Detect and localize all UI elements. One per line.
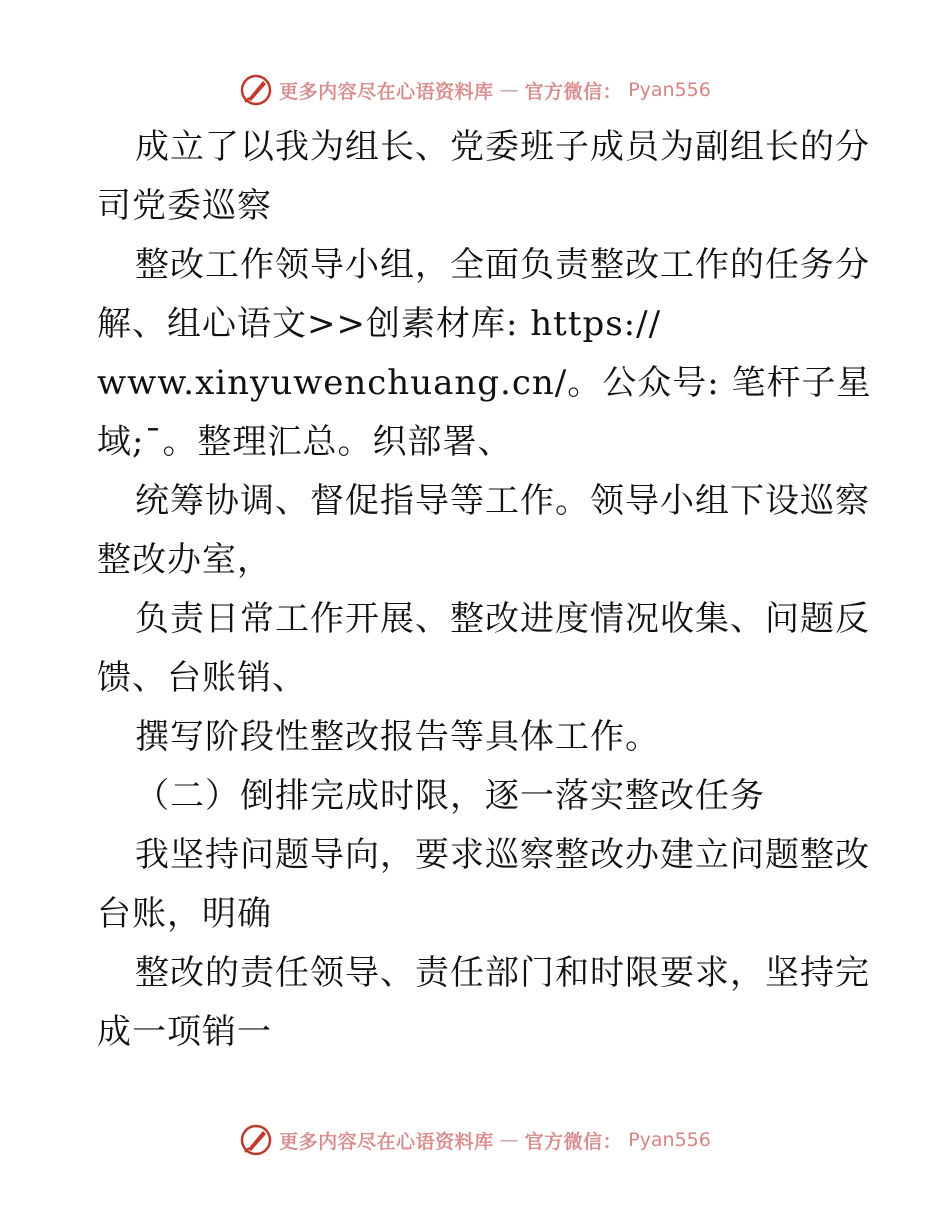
text-line: 司党委巡察	[97, 186, 272, 226]
text-line: 域;¯。整理汇总。织部署、	[97, 422, 513, 462]
watermark-text: 更多内容尽在心语资料库	[279, 80, 494, 103]
text-line: 我坚持问题导向，要求巡察整改办建立问题整改	[135, 835, 870, 875]
text-line: 整改的责任领导、责任部门和时限要求，坚持完	[135, 953, 870, 993]
watermark-separator: —	[499, 79, 519, 101]
quill-logo-icon	[239, 73, 273, 107]
text-line: 台账，明确	[97, 894, 272, 934]
watermark-wechat-label: 官方微信：	[524, 80, 623, 103]
text-line: 成一项销一	[97, 1012, 272, 1052]
document-body	[97, 118, 872, 1062]
footer-watermark	[0, 1120, 950, 1160]
watermark-wechat-id: Pyan556	[628, 79, 711, 101]
text-line: 馈、台账销、	[97, 658, 307, 698]
text-line: 解、组心语文>>创素材库: https://	[97, 304, 662, 344]
watermark-wechat-label: 官方微信：	[524, 1130, 623, 1153]
text-line: 统筹协调、督促指导等工作。领导小组下设巡察	[135, 481, 870, 521]
watermark-text: 更多内容尽在心语资料库	[279, 1130, 494, 1153]
header-watermark	[0, 70, 950, 110]
section-heading: （二）倒排完成时限，逐一落实整改任务	[135, 776, 765, 816]
watermark-separator: —	[499, 1129, 519, 1151]
text-line: 成立了以我为组长、党委班子成员为副组长的分	[135, 127, 870, 167]
text-line: 整改办室，	[97, 540, 272, 580]
text-line: 整改工作领导小组，全面负责整改工作的任务分	[135, 245, 870, 285]
quill-logo-icon	[239, 1123, 273, 1157]
text-line: 撰写阶段性整改报告等具体工作。	[135, 717, 660, 757]
watermark-wechat-id: Pyan556	[628, 1129, 711, 1151]
text-line: 负责日常工作开展、整改进度情况收集、问题反	[135, 599, 870, 639]
text-line-url: www.xinyuwenchuang.cn/。公众号: 笔杆子星	[97, 363, 872, 403]
